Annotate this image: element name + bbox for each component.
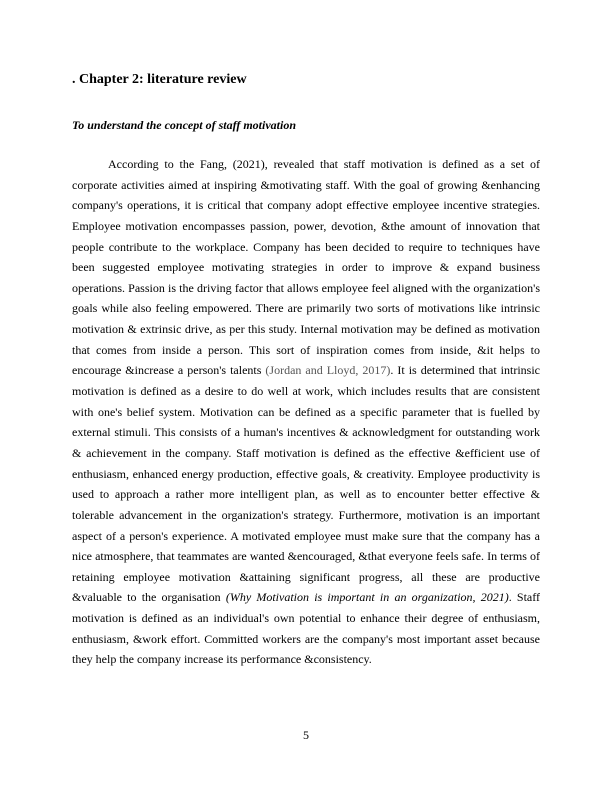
paragraph-text-part-2: . It is determined that intrinsic motivation is defined as a desire to do well at work, which includes results that are consistent with one's belief system. Motivation can be defined as a specific parameter that is fuelled by external stimuli. This consists of a human's incentives & acknowledgment for outstanding work & achievement in the company. Staff motivation is defined as the effective &efficient use of enthusiasm, enhanced energy production, effective goals, & creativity. Employee productivity is used to approach a rather more intelligent plan, as well as to encounter better effective & tolerable advancement in the organization's strategy. Furthermore, motivation is an important aspect of a person's experience. A motivated employee must make sure that the company has a nice atmosphere, that teammates are wanted &encouraged, &that everyone feels safe. In terms of retaining employee motivation &attaining significant progress, all these are productive &valuable to the organisation	[72, 363, 540, 605]
paragraph-text-part-3: . Staff motivation is defined as an individual's own potential to enhance their degree of enthusiasm, enthusiasm, &work effort. Committed workers are the company's most important asset because they help the company increase its performance &consistency.	[72, 590, 541, 667]
paragraph-text-part-1: According to the Fang, (2021), revealed that staff motivation is defined as a set of corporate activities aimed at inspiring &motivating staff. With the goal of growing &enhancing company's operations, it is critical that company adopt effective employee incentive strategies. Employee motivation encompasses passion, power, devotion, &the amount of innovation that people contribute to the workplace. Company has been decided to require to techniques have been suggested employee motivating strategies in order to improve & expand business operations. Passion is the driving factor that allows employee feel aligned with the organization's goals while also feeling empowered. There are primarily two sorts of motivations like intrinsic motivation & extrinsic drive, as per this study. Internal motivation may be defined as motivation that comes from inside a person. This sort of inspiration comes from inside, &it helps to encourage &increase a person's talents	[72, 157, 540, 378]
chapter-heading: . Chapter 2: literature review	[72, 72, 247, 87]
page-number: 5	[303, 728, 309, 742]
body-paragraph	[72, 154, 540, 670]
section-heading: To understand the concept of staff motivation	[72, 118, 297, 132]
citation-jordan-lloyd: (Jordan and Lloyd, 2017)	[265, 363, 391, 378]
citation-why-motivation: (Why Motivation is important in an organization, 2021)	[225, 590, 509, 605]
